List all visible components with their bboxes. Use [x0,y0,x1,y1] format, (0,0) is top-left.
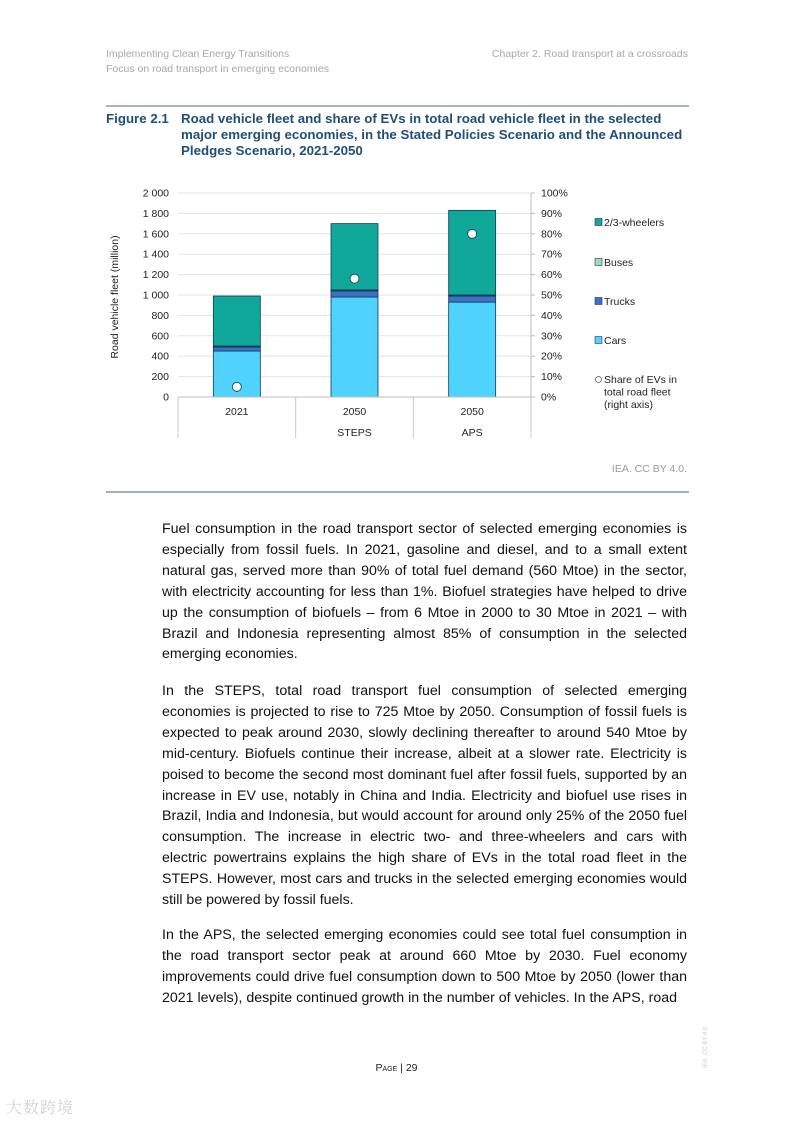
ev-share-marker [232,382,241,391]
y-tick-label: 1 400 [142,248,169,261]
body-paragraph-3: In the APS, the selected emerging economies could see total fuel consumption in the road transport sector peak at around 660 Mtoe by 2030. Fuel economy improvements could drive fuel consumption down to 500 Mtoe by 2050 (lower than 2021 levels), despite continued growth in the number of vehicles. In the APS, road [162,927,687,1006]
legend-label: Trucks [604,296,636,308]
y-tick-label: 200 [151,371,169,384]
bar-2-3-wheelers [213,296,260,346]
watermark-logo: 大数跨境 [6,1100,75,1117]
y2-tick-label: 90% [541,207,563,220]
legend [595,217,677,411]
y2-tick-label: 80% [541,228,563,241]
header-report-subtitle: Focus on road transport in emerging economies [106,63,329,75]
header-report-title: Implementing Clean Energy Transitions [106,48,290,60]
page-number-value: 29 [405,1062,418,1074]
y-tick-label: 1 000 [142,289,169,302]
header-chapter: Chapter 2. Road transport at a crossroads [491,48,688,60]
legend-swatch [595,219,602,226]
y-tick-label: 1 600 [142,228,169,241]
y-tick-label: 400 [151,350,169,363]
bar-cars [449,302,496,397]
legend-swatch [595,259,602,266]
y-tick-label: 0 [163,391,169,404]
y-tick-label: 1 200 [142,269,169,282]
y-tick-label: 2 000 [142,187,169,200]
x-tick-label: 2050 [342,406,367,418]
legend-label: Buses [604,257,634,269]
page-separator: | [397,1062,406,1074]
figure-bottom-rule [106,491,689,493]
figure-caption: Road vehicle fleet and share of EVs in total road vehicle fleet in the selected major emerging economies, in the Stated Policies Scenario and the Announced Pledges Scenario, 2021-2050 [181,111,683,158]
figure-title [106,111,691,159]
legend-label: total road fleet [604,386,671,399]
page-label: Page [375,1062,398,1074]
bar-2-3-wheelers [449,210,496,295]
x-tick-label: 2021 [225,406,249,418]
road-vehicle-fleet-chart [100,180,700,450]
y2-tick-label: 60% [541,269,563,282]
y2-tick-label: 100% [541,187,568,200]
legend-swatch [595,337,602,344]
bars [213,210,495,397]
bar-trucks [449,296,496,302]
y2-tick-label: 30% [541,330,563,343]
y2-tick-label: 70% [541,248,563,261]
y2-tick-label: 20% [541,350,563,363]
y-tick-label: 800 [151,309,169,322]
legend-label: 2/3-wheelers [604,217,665,229]
y-tick-label: 1 800 [142,207,169,220]
running-header-left [106,47,329,77]
page-number [0,1062,793,1074]
y-axis-label: Road vehicle fleet (million) [109,235,121,359]
y2-tick-label: 0% [541,391,557,404]
x-group-label: APS [461,427,483,439]
x-group-label: STEPS [337,427,372,439]
figure-top-rule [106,105,689,107]
y-tick-label: 600 [151,330,169,343]
legend-swatch [595,298,602,305]
legend-label: Share of EVs in [604,374,677,386]
body-paragraph-2: In the STEPS, total road transport fuel consumption of selected emerging economies is projected to rise to 725 Mtoe by 2050. Consumption of fossil fuels is expected to peak around 2030, slowly declining thereafter to around 540 Mtoe by mid-century. Biofuels continue their increase, albeit at a slower rate. Electricity is poised to become the second most dominant fuel after fossil fuels, supported by an increase in EV use, notably in China and India. Electricity and biofuel use rises in Brazil, India and Indonesia, but would account for around only 25% of the 2050 fuel consumption. The increase in electric two- and three-wheelers and cars with electric powertrains explains the high share of EVs in the total road fleet in the STEPS. However, most cars and trucks in the selected emerging economies would still be powered by fossil fuels. [162,683,687,909]
bar-trucks [213,347,260,351]
figure-credit: IEA. CC BY 4.0. [611,463,687,475]
x-tick-label: 2050 [460,406,484,418]
y2-tick-label: 50% [541,289,563,302]
legend-label: (right axis) [604,399,654,411]
ev-share-marker [468,229,477,238]
ev-share-marker [350,274,359,283]
y2-tick-label: 40% [541,309,563,322]
legend-marker-ev-share [596,377,602,383]
side-credit: IEA. CC BY 4.0. [703,1025,709,1068]
bar-cars [331,297,378,397]
y2-tick-label: 10% [541,371,563,384]
body-paragraph-1: Fuel consumption in the road transport sector of selected emerging economies is especially from fossil fuels. In 2021, gasoline and diesel, and to a small extent natural gas, served more than 90% of total fuel demand (560 Mtoe) in the sector, with electricity accounting for less than 1%. Biofuel strategies have helped to drive up the consumption of biofuels – from 6 Mtoe in 2000 to 30 Mtoe in 2021 – with Brazil and Indonesia representing almost 85% of consumption in the selected emerging economies. [162,521,687,663]
legend-label: Cars [604,335,627,347]
figure-number: Figure 2.1 [106,111,169,126]
bar-trucks [331,291,378,297]
